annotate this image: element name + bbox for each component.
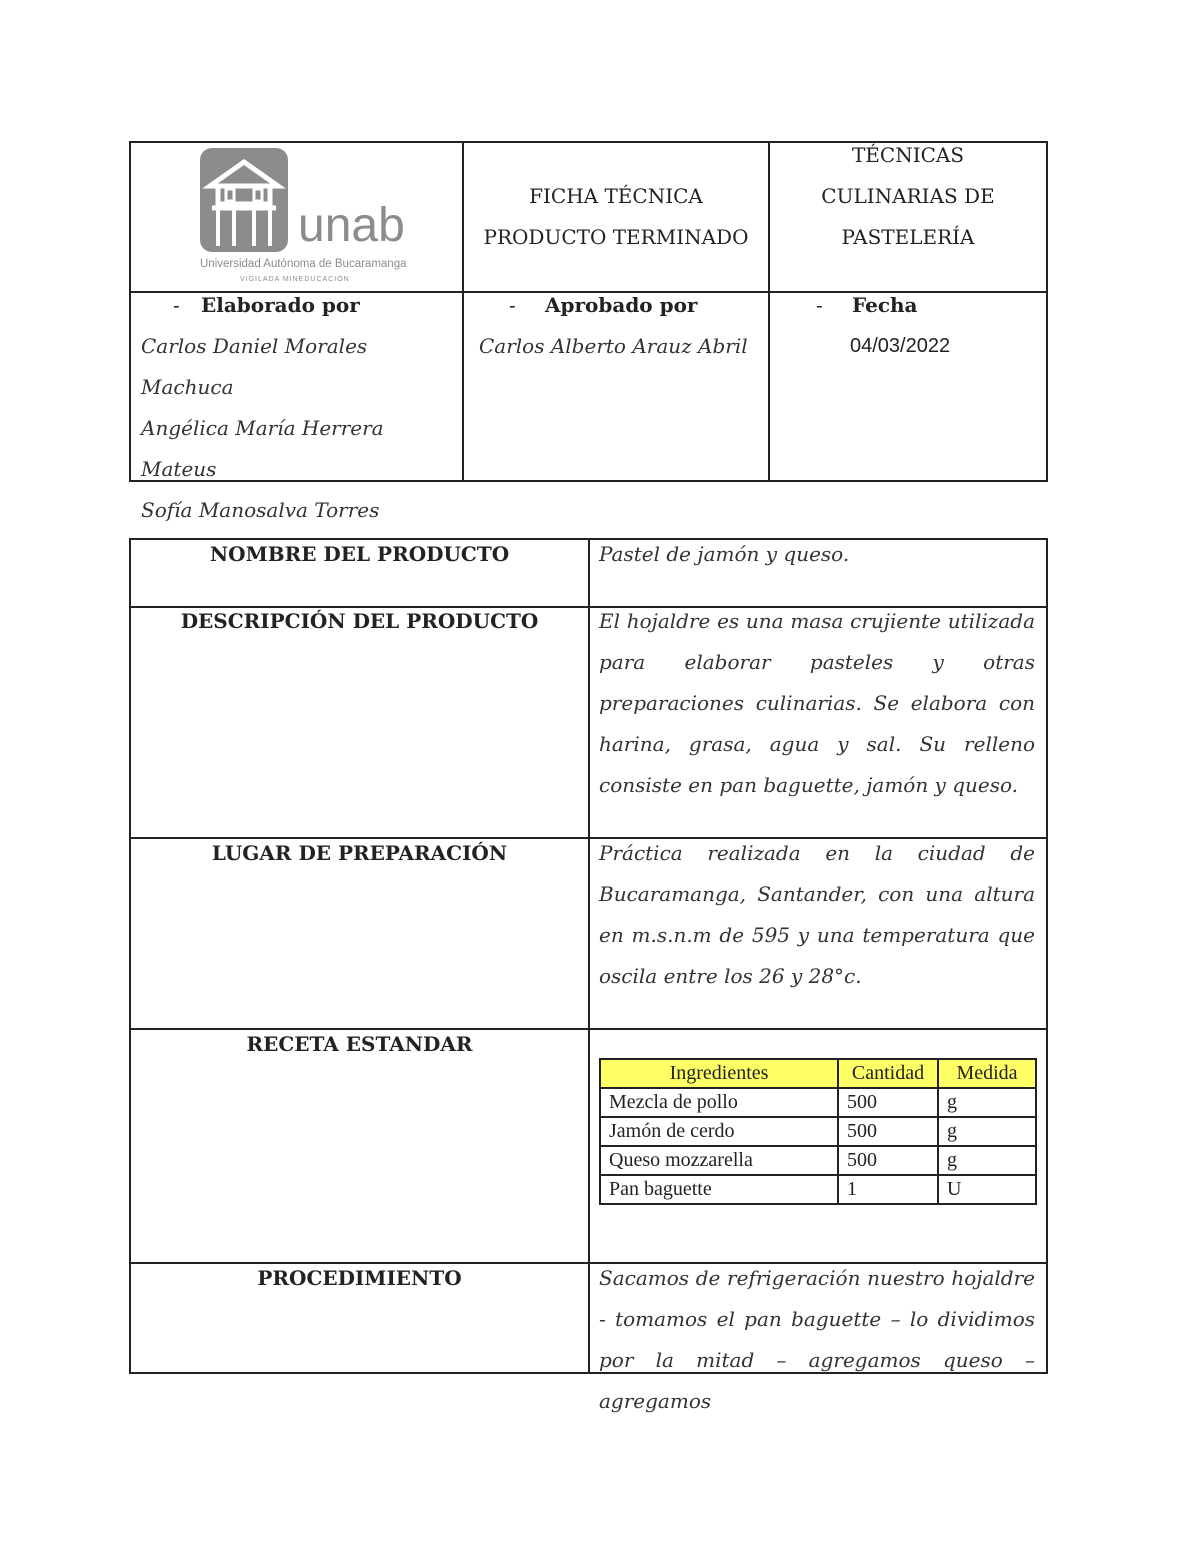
bullet-dash: - <box>173 293 180 317</box>
aprobado-section <box>479 285 767 367</box>
table-border <box>129 538 131 1374</box>
course-line: TÉCNICAS <box>851 143 965 167</box>
logo-wordmark: unab <box>298 199 405 252</box>
building-icon <box>200 148 288 252</box>
quantity-cell: 500 <box>838 1117 938 1146</box>
descripcion-value: El hojaldre es una masa crujiente utilizada para elaborar pasteles y otras preparaciones culinarias. Se elabora con harina, grasa, agua y sal. Su relleno consiste en pan baguette, jamón y queso. <box>599 609 1035 797</box>
table-row <box>600 1117 1036 1146</box>
author-name: Sofía Manosalva Torres <box>141 498 380 522</box>
unit-cell: g <box>938 1088 1036 1117</box>
fecha-heading <box>786 285 1044 326</box>
ingredient-cell: Pan baguette <box>600 1175 838 1204</box>
author-name: Angélica María Herrera Mateus <box>141 416 384 481</box>
bullet-dash: - <box>816 293 823 317</box>
receta-label: RECETA ESTANDAR <box>246 1032 473 1056</box>
recipe-header: Medida <box>938 1059 1036 1088</box>
table-border <box>1046 538 1048 1374</box>
procedimiento-label: PROCEDIMIENTO <box>257 1266 462 1290</box>
recipe-header: Ingredientes <box>600 1059 838 1088</box>
ingredient-cell: Mezcla de pollo <box>600 1088 838 1117</box>
unab-logo <box>200 148 410 288</box>
logo-motto: VIGILADA MINEDUCACIÓN <box>240 276 350 283</box>
course-line: PASTELERÍA <box>841 225 975 249</box>
table-border <box>588 538 590 1374</box>
bullet-dash: - <box>509 293 516 317</box>
author-name: Carlos Daniel Morales <box>141 334 368 358</box>
quantity-cell: 500 <box>838 1088 938 1117</box>
fecha-section <box>786 285 1044 367</box>
recipe-table <box>599 1058 1037 1205</box>
descripcion-label: DESCRIPCIÓN DEL PRODUCTO <box>180 609 539 633</box>
fecha-label: Fecha <box>852 293 918 317</box>
nombre-label: NOMBRE DEL PRODUCTO <box>209 542 510 566</box>
unit-cell: g <box>938 1146 1036 1175</box>
table-row <box>600 1088 1036 1117</box>
elaborado-heading <box>141 285 461 326</box>
unit-cell: U <box>938 1175 1036 1204</box>
recipe-header: Cantidad <box>838 1059 938 1088</box>
table-border <box>129 141 131 482</box>
nombre-value: Pastel de jamón y queso. <box>599 542 850 566</box>
lugar-label: LUGAR DE PREPARACIÓN <box>211 841 508 865</box>
ingredient-cell: Queso mozzarella <box>600 1146 838 1175</box>
procedimiento-value: Sacamos de refrigeración nuestro hojaldre - tomamos el pan baguette – lo dividimos por la mitad – agregamos queso – agregamos <box>599 1266 1035 1413</box>
aprobado-label: Aprobado por <box>545 293 698 317</box>
course-line: CULINARIAS DE <box>821 184 995 208</box>
table-row <box>600 1146 1036 1175</box>
title-line: PRODUCTO TERMINADO <box>483 225 749 249</box>
elaborado-label: Elaborado por <box>201 293 360 317</box>
title-line: FICHA TÉCNICA <box>529 184 703 208</box>
approver-name: Carlos Alberto Arauz Abril <box>479 334 748 358</box>
recipe-header-row <box>600 1059 1036 1088</box>
author-name: Machuca <box>141 375 234 399</box>
quantity-cell: 500 <box>838 1146 938 1175</box>
aprobado-heading <box>479 285 767 326</box>
quantity-cell: 1 <box>838 1175 938 1204</box>
logo-subtitle: Universidad Autónoma de Bucaramanga <box>200 258 407 270</box>
document-title <box>464 176 768 258</box>
lugar-value: Práctica realizada en la ciudad de Bucaramanga, Santander, con una altura en m.s.n.m de 595 y una temperatura que oscila entre los 26 y 28°c. <box>599 841 1035 988</box>
fecha-value: 04/03/2022 <box>850 335 951 357</box>
elaborado-section <box>141 285 461 531</box>
procedimiento-clip <box>599 1265 1035 1413</box>
table-border <box>1046 141 1048 482</box>
course-name <box>770 135 1046 258</box>
ingredient-cell: Jamón de cerdo <box>600 1117 838 1146</box>
unit-cell: g <box>938 1117 1036 1146</box>
table-row <box>600 1175 1036 1204</box>
